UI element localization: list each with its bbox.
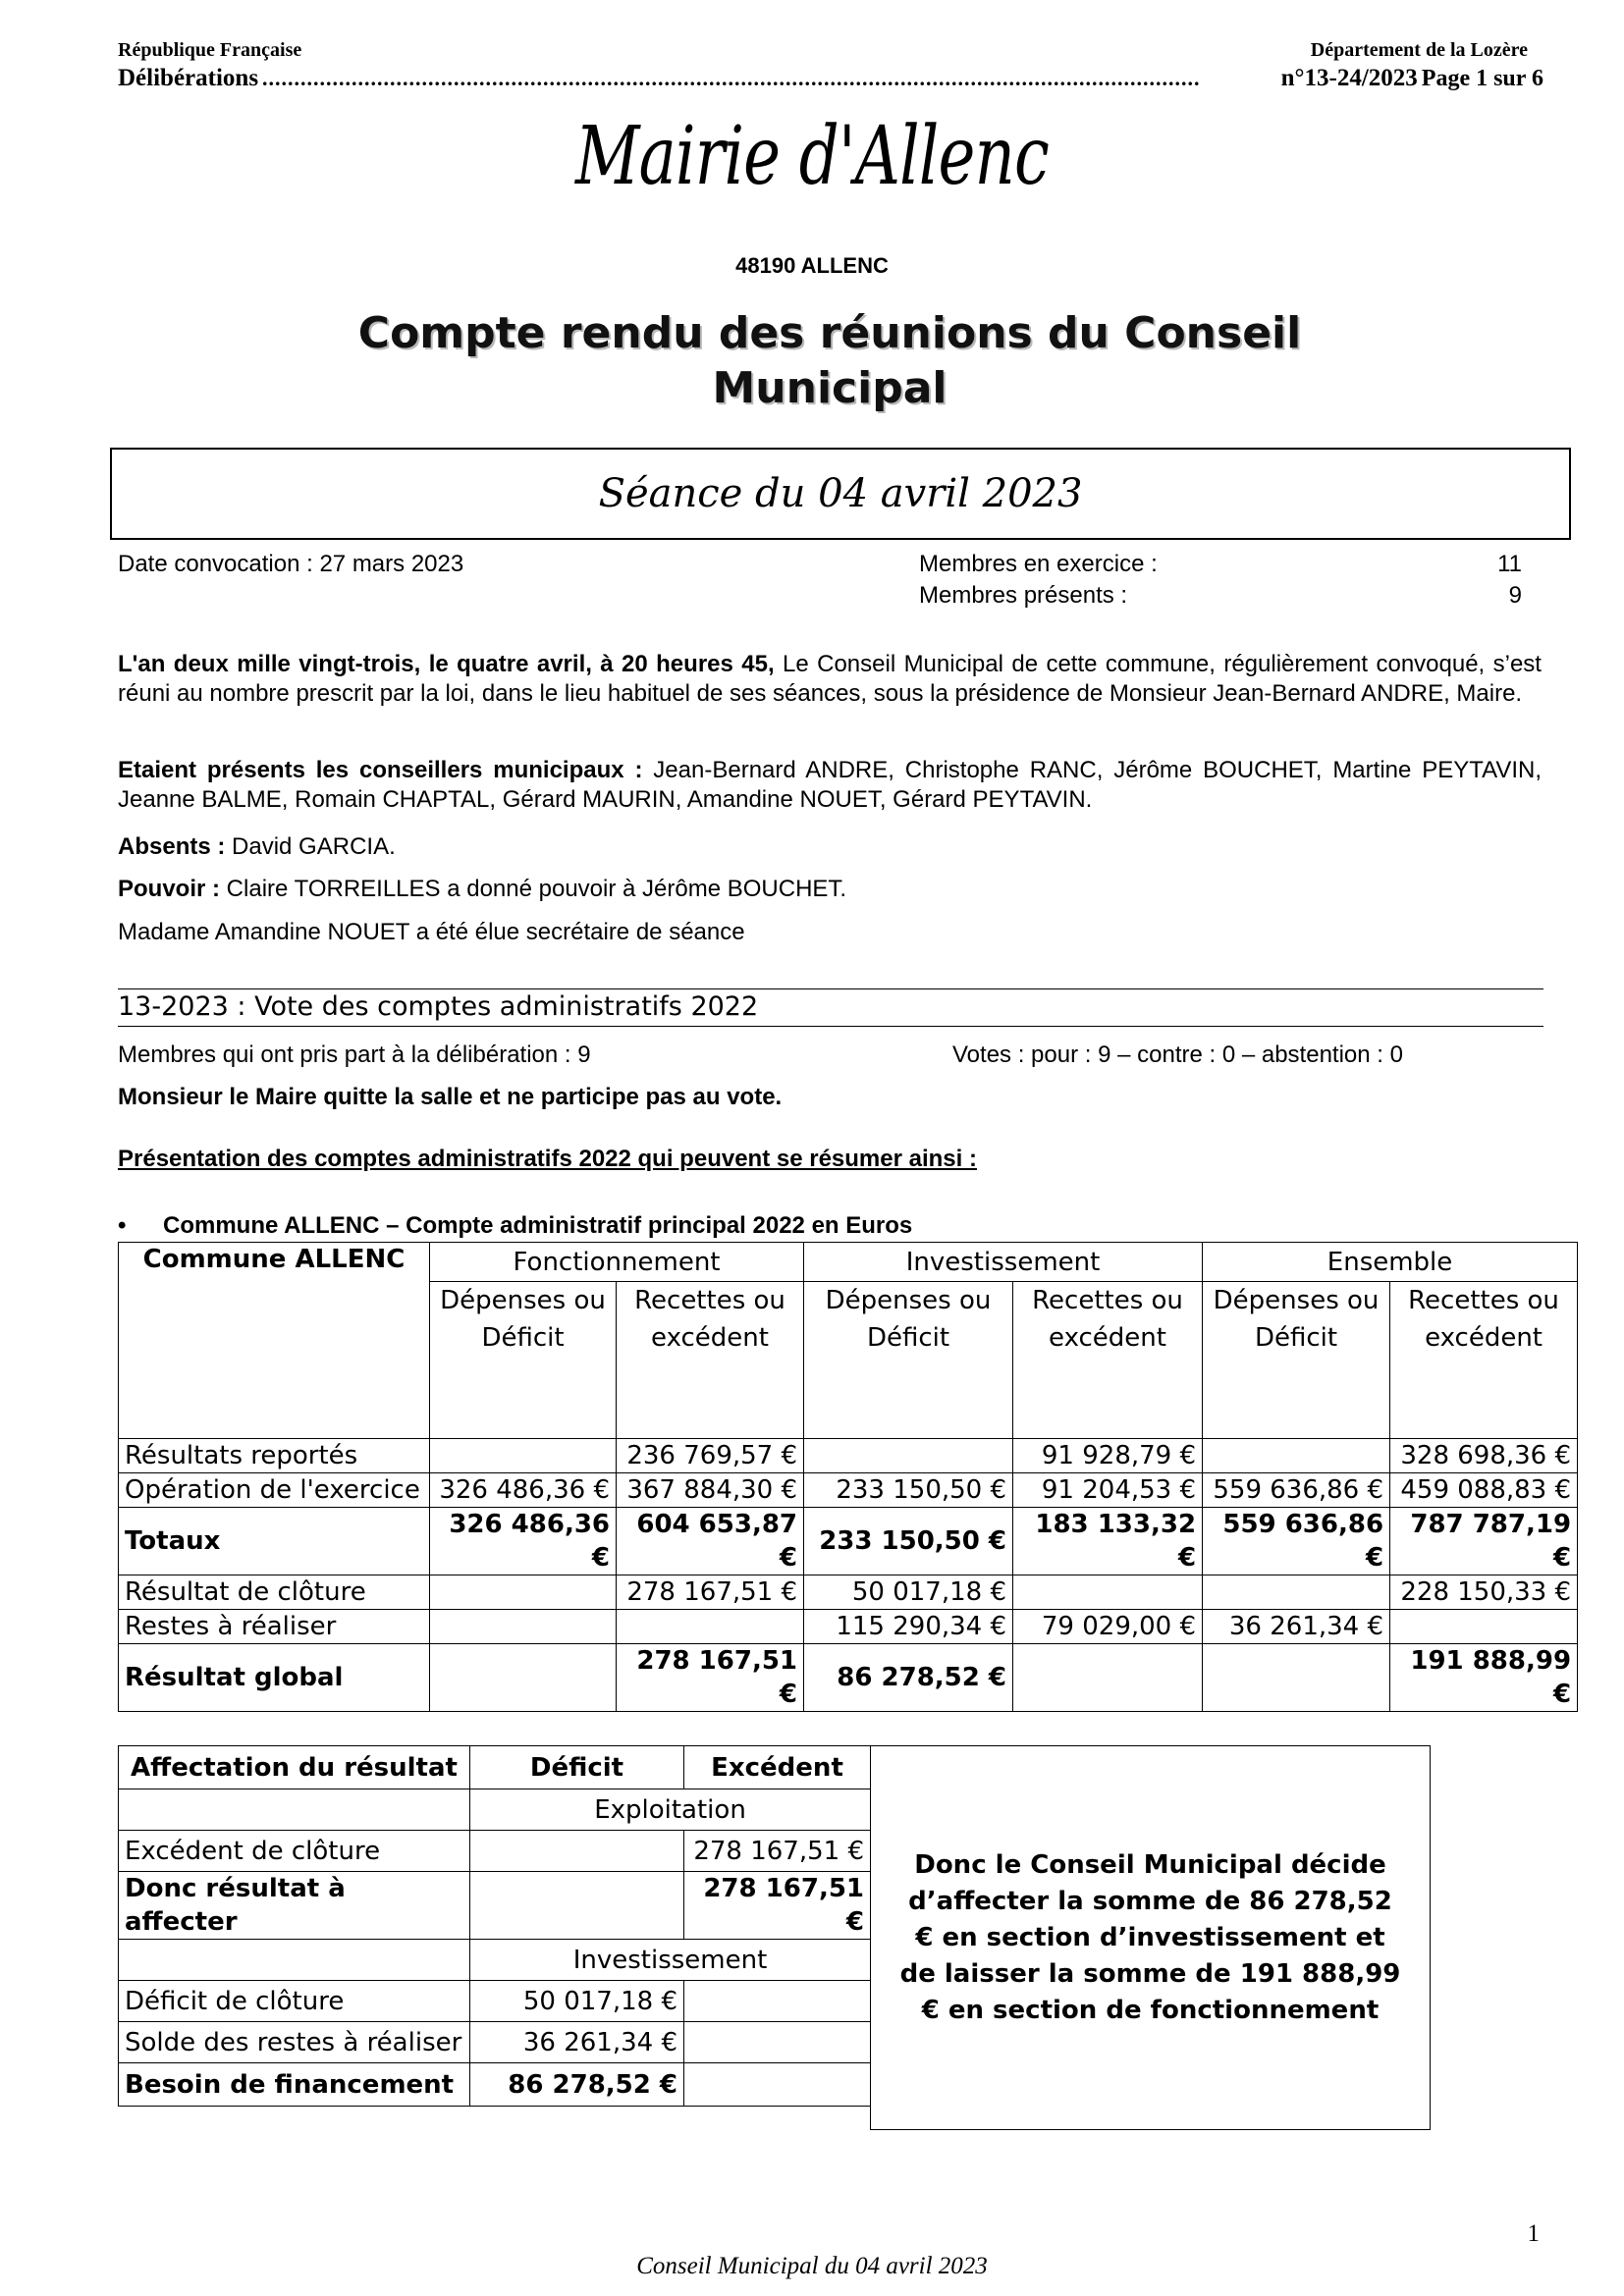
- table-cell: [617, 1610, 804, 1644]
- bullet-text: Commune ALLENC – Compte administratif principal 2022 en Euros: [163, 1212, 913, 1239]
- table-cell: [1203, 1439, 1390, 1473]
- maire-note: Monsieur le Maire quitte la salle et ne participe pas au vote.: [118, 1084, 783, 1110]
- table-cell: [1390, 1610, 1578, 1644]
- table-cell: [470, 1872, 684, 1940]
- subheader-fonct-depenses: Dépenses ou Déficit: [430, 1282, 617, 1439]
- row-label: Solde des restes à réaliser: [119, 2022, 470, 2063]
- table-cell: 278 167,51 €: [617, 1575, 804, 1610]
- pouvoir-label: Pouvoir :: [118, 876, 221, 902]
- subheader-ensemble-depenses: Dépenses ou Déficit: [1203, 1282, 1390, 1439]
- table-cell: [804, 1439, 1013, 1473]
- table-row-resultat-global: [119, 1644, 1578, 1712]
- conclusion-cell: [871, 1746, 1431, 2130]
- document-title-line2: Municipal: [712, 363, 947, 413]
- mairie-title: Mairie d'Allenc: [574, 110, 1050, 203]
- affectation-header-label: Affectation du résultat: [119, 1746, 470, 1789]
- table-row-totaux: [119, 1508, 1578, 1575]
- header-ref-number: n°13-24/2023: [1280, 65, 1418, 91]
- table-row: [119, 1575, 1578, 1610]
- absents-label: Absents :: [118, 833, 226, 860]
- table-cell: 278 167,51 €: [684, 1872, 871, 1940]
- seance-date: Séance du 04 avril 2023: [598, 471, 1083, 516]
- table-cell: 86 278,52 €: [804, 1644, 1013, 1712]
- row-label: Opération de l'exercice: [119, 1473, 430, 1508]
- table-cell: 50 017,18 €: [470, 1981, 684, 2022]
- intro-paragraph-presents: [118, 756, 1542, 815]
- header-deliberations: Délibérations: [118, 65, 259, 91]
- intro-paragraph-1: [118, 650, 1542, 709]
- table-cell: 183 133,32 €: [1013, 1508, 1203, 1575]
- empty-cell: [119, 1940, 470, 1981]
- table-cell: [1013, 1575, 1203, 1610]
- section-title: 13-2023 : Vote des comptes administratifs 2022: [118, 991, 759, 1022]
- affectation-header-deficit: Déficit: [470, 1746, 684, 1789]
- row-label: Excédent de clôture: [119, 1831, 470, 1872]
- row-label: Résultat global: [119, 1644, 430, 1712]
- table-cell: [684, 1981, 871, 2022]
- table-row: [119, 1473, 1578, 1508]
- table-cell: [1203, 1575, 1390, 1610]
- table-cell: 91 204,53 €: [1013, 1473, 1203, 1508]
- table-corner: Commune ALLENC: [119, 1243, 430, 1439]
- empty-cell: [119, 2107, 470, 2130]
- table-cell: 233 150,50 €: [804, 1508, 1013, 1575]
- row-label: Déficit de clôture: [119, 1981, 470, 2022]
- membres-exercice-label: Membres en exercice :: [919, 551, 1158, 577]
- table-cell: 79 029,00 €: [1013, 1610, 1203, 1644]
- subheader-invest-depenses: Dépenses ou Déficit: [804, 1282, 1013, 1439]
- membres-exercice-value: 11: [1497, 551, 1522, 577]
- presentation-heading: Présentation des comptes administratifs 2022 qui peuvent se résumer ainsi :: [118, 1146, 977, 1172]
- compte-administratif-table: [118, 1242, 1578, 1712]
- document-title-line1: Compte rendu des réunions du Conseil: [357, 308, 1302, 358]
- table-cell: 326 486,36 €: [430, 1508, 617, 1575]
- table-cell: 233 150,50 €: [804, 1473, 1013, 1508]
- section-exploitation: Exploitation: [470, 1789, 871, 1831]
- table-cell: 328 698,36 €: [1390, 1439, 1578, 1473]
- row-label: Totaux: [119, 1508, 430, 1575]
- row-label: Besoin de financement: [119, 2063, 470, 2107]
- row-label: Résultat de clôture: [119, 1575, 430, 1610]
- table-cell: 559 636,86 €: [1203, 1508, 1390, 1575]
- table-cell: [430, 1575, 617, 1610]
- presents-list: Jean-Bernard ANDRE, Christophe RANC, Jérôme BOUCHET, Martine PEYTAVIN, Jeanne BALME, Romain CHAPTAL, Gérard MAURIN, Amandine NOUET, Gérard PEYTAVIN.: [118, 757, 1543, 813]
- table-cell: 191 888,99 €: [1390, 1644, 1578, 1712]
- header-ref: [1277, 65, 1543, 92]
- group-investissement: Investissement: [804, 1243, 1203, 1282]
- table-row: [119, 1610, 1578, 1644]
- header-dots: ...................................................................................................................................................: [262, 66, 1201, 90]
- table-cell: [430, 1610, 617, 1644]
- table-cell: 459 088,83 €: [1390, 1473, 1578, 1508]
- table-cell: [684, 2063, 871, 2107]
- membres-presents-label: Membres présents :: [919, 582, 1128, 609]
- table-cell: 36 261,34 €: [470, 2022, 684, 2063]
- bullet-icon: •: [118, 1212, 127, 1239]
- header-republique: République Française: [118, 39, 302, 61]
- table-cell: 604 653,87 €: [617, 1508, 804, 1575]
- table-cell: 278 167,51 €: [617, 1644, 804, 1712]
- table-row: [119, 1439, 1578, 1473]
- table-cell: [1013, 1644, 1203, 1712]
- table-cell: [430, 1644, 617, 1712]
- postcode: 48190 ALLENC: [735, 253, 889, 278]
- affectation-table: [118, 1745, 1431, 2130]
- presents-label: Etaient présents les conseillers municipaux :: [118, 757, 643, 783]
- section-investissement: Investissement: [470, 1940, 871, 1981]
- row-label: Restes à réaliser: [119, 1610, 430, 1644]
- empty-cell: [119, 1789, 470, 1831]
- header-departement: Département de la Lozère: [1310, 39, 1528, 61]
- date-convocation: Date convocation : 27 mars 2023: [118, 551, 464, 577]
- row-label: Donc résultat à affecter: [119, 1872, 470, 1940]
- table-cell: 36 261,34 €: [1203, 1610, 1390, 1644]
- table-cell: 115 290,34 €: [804, 1610, 1013, 1644]
- table-cell: 278 167,51 €: [684, 1831, 871, 1872]
- table-cell: 50 017,18 €: [804, 1575, 1013, 1610]
- group-ensemble: Ensemble: [1203, 1243, 1578, 1282]
- intro-date-rest: Le Conseil Municipal de cette commune, régulièrement convoqué, s’est réuni au nombre prescrit par la loi, dans le lieu habituel de ses séances, sous la présidence de Monsieur Jean-Bernard ANDRE, Maire.: [118, 651, 1542, 707]
- bullet-commune: [118, 1211, 912, 1241]
- table-cell: 228 150,33 €: [1390, 1575, 1578, 1610]
- table-cell: 86 278,52 €: [470, 2063, 684, 2107]
- votes-result: Votes : pour : 9 – contre : 0 – abstention : 0: [952, 1041, 1403, 1068]
- table-group-header-row: [119, 1243, 1578, 1282]
- table-cell: [1203, 1644, 1390, 1712]
- footer-text: Conseil Municipal du 04 avril 2023: [636, 2253, 988, 2279]
- subheader-fonct-recettes: Recettes ou excédent: [617, 1282, 804, 1439]
- pouvoir-text: Claire TORREILLES a donné pouvoir à Jérôme BOUCHET.: [220, 876, 847, 902]
- empty-cell: [684, 2107, 871, 2130]
- table-cell: [684, 2022, 871, 2063]
- header-page-label: Page 1 sur 6: [1421, 66, 1543, 91]
- table-cell: 787 787,19 €: [1390, 1508, 1578, 1575]
- table-cell: 326 486,36 €: [430, 1473, 617, 1508]
- absents-list: David GARCIA.: [225, 833, 396, 860]
- intro-paragraph-absents: [118, 832, 396, 862]
- table-cell: [430, 1439, 617, 1473]
- membres-deliberation: Membres qui ont pris part à la délibération : 9: [118, 1041, 591, 1068]
- intro-date-bold: L'an deux mille vingt-trois, le quatre avril, à 20 heures 45,: [118, 651, 775, 677]
- conclusion-text: Donc le Conseil Municipal décide d’affecter la somme de 86 278,52 € en section d’investissement et de laisser la somme de 191 888,99 € en section de fonctionnement: [899, 1849, 1401, 2025]
- membres-presents-value: 9: [1508, 582, 1522, 609]
- empty-cell: [470, 2107, 684, 2130]
- secretaire-seance: Madame Amandine NOUET a été élue secrétaire de séance: [118, 919, 745, 945]
- page-number: 1: [1527, 2220, 1540, 2247]
- row-label: Résultats reportés: [119, 1439, 430, 1473]
- table-cell: 91 928,79 €: [1013, 1439, 1203, 1473]
- subheader-invest-recettes: Recettes ou excédent: [1013, 1282, 1203, 1439]
- seance-box: [110, 448, 1571, 540]
- table-cell: 367 884,30 €: [617, 1473, 804, 1508]
- intro-paragraph-pouvoir: [118, 875, 846, 904]
- section-rule-top: [118, 988, 1543, 989]
- group-fonctionnement: Fonctionnement: [430, 1243, 804, 1282]
- affectation-header-row: [119, 1746, 1431, 1789]
- section-rule-bottom: [118, 1026, 1543, 1027]
- table-cell: [470, 1831, 684, 1872]
- subheader-ensemble-recettes: Recettes ou excédent: [1390, 1282, 1578, 1439]
- document-title: [118, 306, 1542, 416]
- table-cell: 559 636,86 €: [1203, 1473, 1390, 1508]
- table-cell: 236 769,57 €: [617, 1439, 804, 1473]
- affectation-header-excedent: Excédent: [684, 1746, 871, 1789]
